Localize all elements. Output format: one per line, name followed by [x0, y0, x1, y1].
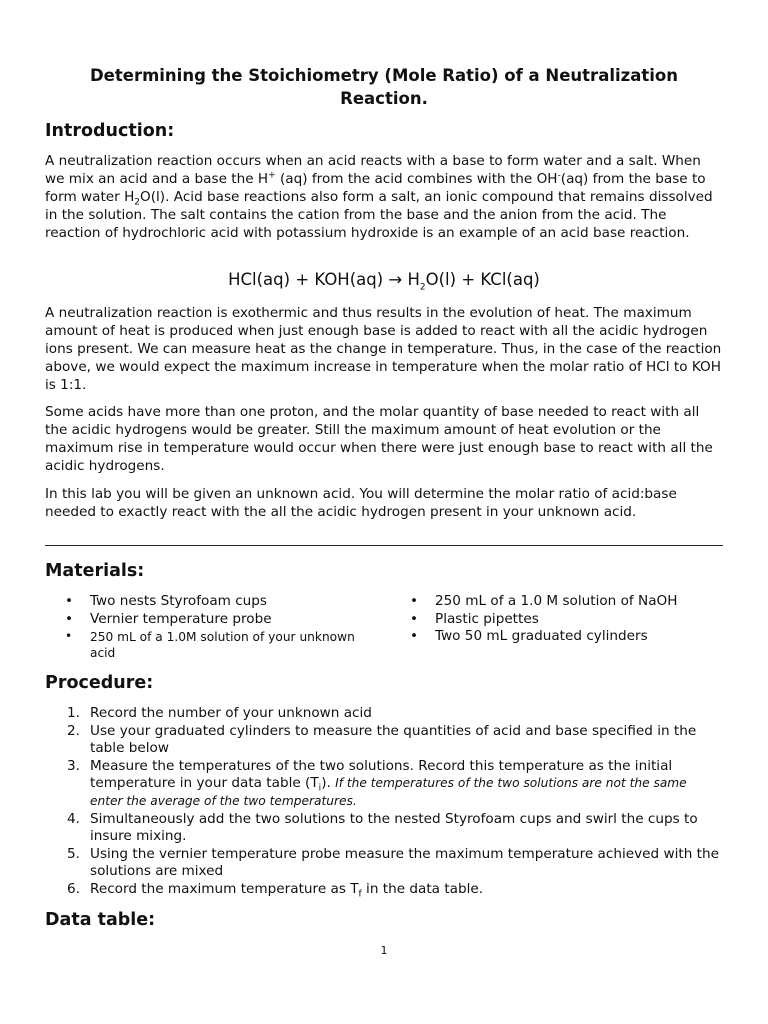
section-divider: [45, 545, 723, 546]
introduction-heading: Introduction:: [45, 121, 175, 141]
procedure-heading: Procedure:: [45, 673, 154, 693]
materials-heading: Materials:: [45, 561, 145, 581]
list-item: • Two nests Styrofoam cups: [45, 593, 375, 611]
list-item: • Plastic pipettes: [390, 611, 723, 629]
intro-paragraph-2: A neutralization reaction is exothermic and thus results in the evolution of heat. The maximum amount of heat is produced when just enough base is added to react with all the acidic hydrogen ions present. We can measure heat as the change in temperature. Thus, in the case of the reaction above, we would expect the maximum increase in temperature when the molar ratio of HCl to KOH is 1:1.: [45, 305, 722, 393]
list-item: • 250 mL of a 1.0M solution of your unknown acid: [45, 628, 375, 661]
procedure-step: 6. Record the maximum temperature as $T_f$ in the data table.: [67, 880, 484, 900]
procedure-step: 2. Use your graduated cylinders to measure the quantities of acid and base specified in the table below: [67, 722, 697, 757]
list-item: • Two 50 mL graduated cylinders: [390, 628, 723, 646]
materials-list-left: [45, 593, 375, 661]
document-title: Determining the Stoichiometry (Mole Ratio) of a Neutralization Reaction.: [89, 66, 679, 108]
intro-paragraph-1: A neutralization reaction occurs when an acid reacts with a base to form water and a salt. When we mix an acid and a base the H+ (aq) from the acid combines with the OH-(aq) from the base to form water $H_2O(l)$. Acid base reactions also form a salt, an ionic compound that remains dissolved in the solution. The salt contains the cation from the base and the anion from the acid. The reaction of hydrochloric acid with potassium hydroxide is an example of an acid base reaction.: [45, 153, 713, 241]
intro-paragraph-4: In this lab you will be given an unknown acid. You will determine the molar ratio of acid:base needed to exactly react with the all the acidic hydrogen present in your unknown acid.: [45, 486, 677, 520]
procedure-list: [45, 705, 723, 899]
list-item: • 250 mL of a 1.0 M solution of NaOH: [390, 593, 723, 611]
intro-paragraph-3: Some acids have more than one proton, and the molar quantity of base needed to react with all the acidic hydrogens would be greater. Still the maximum amount of heat evolution or the maximum rise in temperature would occur when there were just enough base to react with all the acidic hydrogens.: [45, 404, 713, 474]
list-item: • Vernier temperature probe: [45, 611, 375, 629]
procedure-step: 5. Using the vernier temperature probe measure the maximum temperature achieved with the solutions are mixed: [67, 845, 719, 880]
materials-list-right: [390, 593, 723, 646]
procedure-step: 1. Record the number of your unknown acid: [67, 705, 372, 721]
reaction-equation: $HCl(aq) + KOH(aq) \to H_2O(l) + KCl(aq)$: [228, 270, 540, 293]
page-number: 1: [380, 944, 388, 957]
procedure-step: 3. Measure the temperatures of the two solutions. Record this temperature as the initial temperature in your data table $(T_i)$. If the temperatures of the two solutions are not the same enter the average of the two temperatures.: [67, 757, 687, 808]
procedure-step: 4. Simultaneously add the two solutions to the nested Styrofoam cups and swirl the cups to insure mixing.: [67, 810, 698, 845]
data-table-heading: Data table:: [45, 910, 156, 930]
